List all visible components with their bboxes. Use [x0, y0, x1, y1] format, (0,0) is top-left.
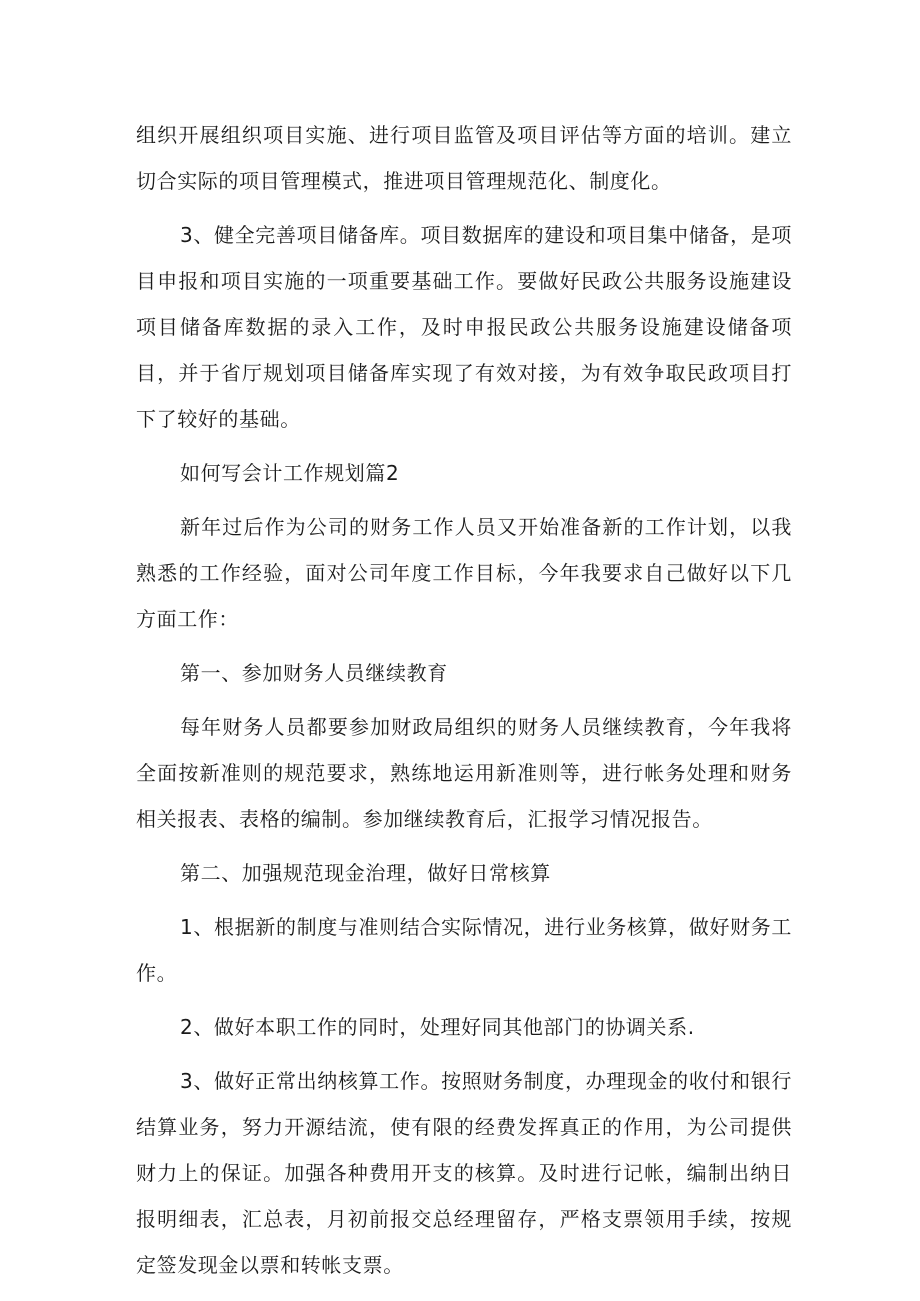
list-item-2: 2、做好本职工作的同时，处理好同其他部门的协调关系. — [180, 1015, 695, 1039]
paragraph-project-reserve: 3、健全完善项目储备库。项目数据库的建设和项目集中储备，是项目申报和项目实施的一项重要基础工作。要做好民政公共服务设施建设项目储备库数据的录入工作，及时申报民政公共服务设施建设储备项目，并于省厅规划项目储备库实现了有效对接，为有效争取民政项目打下了较好的基础。 — [136, 223, 792, 431]
paragraph-education: 每年财务人员都要参加财政局组织的财务人员继续教育，今年我将全面按新准则的规范要求，熟练地运用新准则等，进行帐务处理和财务相关报表、表格的编制。参加继续教育后，汇报学习情况报告。 — [136, 715, 792, 831]
subheading-education: 第一、参加财务人员继续教育 — [180, 661, 448, 685]
paragraph-continuation: 组织开展组织项目实施、进行项目监管及项目评估等方面的培训。建立切合实际的项目管理模式，推进项目管理规范化、制度化。 — [136, 123, 792, 193]
list-item-3: 3、做好正常出纳核算工作。按照财务制度，办理现金的收付和银行结算业务，努力开源结流，使有限的经费发挥真正的作用，为公司提供财力上的保证。加强各种费用开支的核算。及时进行记帐，编制出纳日报明细表，汇总表，月初前报交总经理留存，严格支票领用手续，按规定签发现金以票和转帐支票。 — [136, 1069, 792, 1277]
section-heading: 如何写会计工作规划篇2 — [180, 461, 400, 485]
subheading-cash-management: 第二、加强规范现金治理，做好日常核算 — [180, 861, 551, 885]
document-body — [136, 112, 792, 1288]
list-item-1: 1、根据新的制度与准则结合实际情况，进行业务核算，做好财务工作。 — [136, 915, 792, 985]
paragraph-intro: 新年过后作为公司的财务工作人员又开始准备新的工作计划，以我熟悉的工作经验，面对公司年度工作目标，今年我要求自己做好以下几方面工作： — [136, 515, 792, 631]
